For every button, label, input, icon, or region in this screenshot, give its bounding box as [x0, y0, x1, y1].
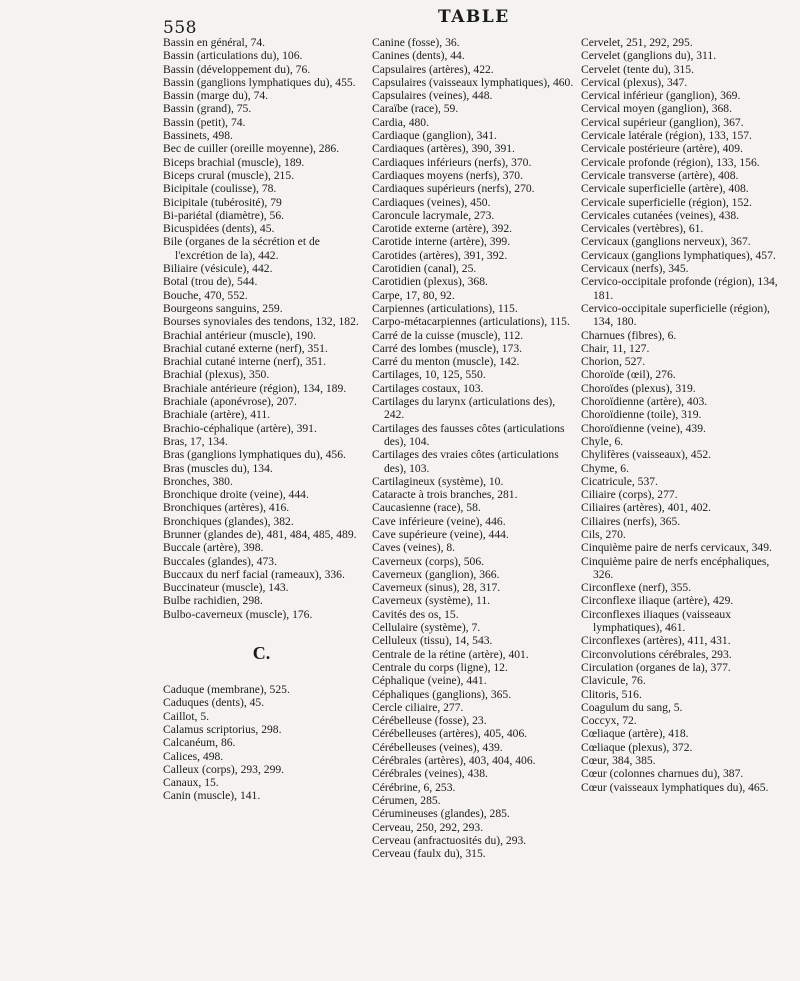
index-entry: Brachiale (aponévrose), 207. — [163, 395, 297, 409]
index-entry: Choroïde (œil), 276. — [581, 368, 676, 382]
index-entry: Cerveau (faulx du), 315. — [372, 847, 486, 861]
index-entry: Botal (trou de), 544. — [163, 275, 258, 289]
page-number: 558 — [163, 18, 197, 38]
index-entry: Bicipitale (tubérosité), 79 — [163, 195, 282, 209]
index-entry: Cercle ciliaire, 277. — [372, 700, 464, 714]
index-entry: Clavicule, 76. — [581, 674, 646, 688]
index-entry: Bras (ganglions lymphatiques du), 456. — [163, 448, 346, 462]
index-entry: Caduques (dents), 45. — [163, 696, 265, 710]
index-entry: Canaux, 15. — [163, 776, 219, 790]
index-entry: Clitoris, 516. — [581, 687, 642, 701]
index-entry: Cervicale superficielle (artère), 408. — [581, 182, 749, 196]
index-entry: Cave inférieure (veine), 446. — [372, 514, 506, 528]
index-entry: Brunner (glandes de), 481, 484, 485, 489. — [163, 527, 357, 541]
index-entry: Cartilagineux (système), 10. — [372, 474, 504, 488]
index-entry: Caillot, 5. — [163, 709, 210, 723]
index-entry: Buccinateur (muscle), 143. — [163, 581, 289, 595]
index-entry: Circonflexe (nerf), 355. — [581, 581, 692, 595]
index-entry: Cardia, 480. — [372, 115, 429, 129]
index-entry: Caduque (membrane), 525. — [163, 683, 290, 697]
index-entry: Ciliaires (nerfs), 365. — [581, 514, 681, 528]
index-entry: Cerveau (anfractuosités du), 293. — [372, 833, 527, 847]
index-entry: Cervicaux (ganglions lymphatiques), 457. — [581, 248, 776, 262]
index-entry: Capsulaires (vaisseaux lymphatiques), 460. — [372, 75, 574, 89]
index-entry: Bras, 17, 134. — [163, 434, 228, 448]
index-entry: Brachial cutané interne (nerf), 351. — [163, 355, 326, 369]
index-entry: Cardiaque (ganglion), 341. — [372, 129, 497, 143]
index-entry: Brachial (plexus), 350. — [163, 368, 270, 382]
index-entry: Cicatricule, 537. — [581, 474, 658, 488]
index-entry: Cervicaux (nerfs), 345. — [581, 262, 689, 276]
index-entry: Cartilages costaux, 103. — [372, 381, 484, 395]
index-entry: Cartilages du larynx (articulations des), 242. — [372, 395, 556, 422]
index-entry: Cardiaques (artères), 390, 391. — [372, 142, 515, 156]
index-entry: Choroïdes (plexus), 319. — [581, 381, 696, 395]
index-entry: Céphalique (veine), 441. — [372, 674, 487, 688]
index-entry: Cavités des os, 15. — [372, 607, 459, 621]
index-entry: Carotidien (plexus), 368. — [372, 275, 488, 289]
section-letter: C. — [252, 643, 271, 664]
index-entry: Bras (muscles du), 134. — [163, 461, 273, 475]
index-entry: Coccyx, 72. — [581, 714, 637, 728]
index-list — [372, 36, 575, 860]
index-entry: Capsulaires (artères), 422. — [372, 62, 494, 76]
index-entry: Bassin (ganglions lymphatiques du), 455. — [163, 75, 356, 89]
index-entry: Brachio-céphalique (artère), 391. — [163, 421, 317, 435]
index-entry: Bronchiques (glandes), 382. — [163, 514, 294, 528]
index-entry: Ciliaires (artères), 401, 402. — [581, 501, 712, 515]
index-entry: Choroïdienne (artère), 403. — [581, 395, 708, 409]
index-entry: Ciliaire (corps), 277. — [581, 488, 678, 502]
index-entry: Cartilages des vraies côtes (articulations des), 103. — [372, 448, 559, 475]
index-list — [163, 683, 360, 803]
index-entry: Cervico-occipitale profonde (région), 134, 181. — [581, 275, 778, 302]
index-entry: Canines (dents), 44. — [372, 49, 465, 63]
index-entry: Cardiaques inférieurs (nerfs), 370. — [372, 155, 532, 169]
index-entry: Cervelet (ganglions du), 311. — [581, 49, 717, 63]
index-entry: Bronchiques (artères), 416. — [163, 501, 290, 515]
index-entry: Bassinets, 498. — [163, 129, 233, 143]
index-entry: Cellulaire (système), 7. — [372, 621, 481, 635]
index-entry: Cervical moyen (ganglion), 368. — [581, 102, 733, 116]
index-entry: Cinquième paire de nerfs cervicaux, 349. — [581, 541, 772, 555]
index-entry: Calamus scriptorius, 298. — [163, 722, 282, 736]
index-entry: Cervicales (vertèbres), 61. — [581, 222, 704, 236]
index-entry: Caves (veines), 8. — [372, 541, 456, 555]
index-entry: Choroïdienne (veine), 439. — [581, 421, 706, 435]
index-entry: Biceps crural (muscle), 215. — [163, 168, 295, 182]
index-entry: Cartilages, 10, 125, 550. — [372, 368, 486, 382]
index-entry: Circonflexes (artères), 411, 431. — [581, 634, 731, 648]
index-entry: Brachial cutané externe (nerf), 351. — [163, 341, 328, 355]
index-entry: Cérumineuses (glandes), 285. — [372, 807, 510, 821]
index-entry: Cérébelleuses (veines), 439. — [372, 740, 503, 754]
index-entry: Canine (fosse), 36. — [372, 36, 460, 49]
index-entry: Centrale du corps (ligne), 12. — [372, 660, 508, 674]
index-entry: Cœur (colonnes charnues du), 387. — [581, 767, 744, 781]
index-entry: Caverneux (sinus), 28, 317. — [372, 581, 501, 595]
index-entry: Bec de cuiller (oreille moyenne), 286. — [163, 142, 340, 156]
index-entry: Caverneux (système), 11. — [372, 594, 491, 608]
index-entry: Cervico-occipitale superficielle (région), 134, 180. — [581, 301, 770, 329]
index-entry: Buccales (glandes), 473. — [163, 554, 277, 568]
index-entry: Cérébelleuses (artères), 405, 406. — [372, 727, 528, 741]
index-entry: Capsulaires (veines), 448. — [372, 89, 493, 103]
index-entry: Cataracte à trois branches, 281. — [372, 488, 518, 502]
index-entry: Cœur (vaisseaux lymphatiques du), 465. — [581, 780, 769, 794]
index-entry: Brachial antérieur (muscle), 190. — [163, 328, 316, 342]
index-entry: Cerveau, 250, 292, 293. — [372, 820, 484, 834]
index-entry: Cérébrine, 6, 253. — [372, 780, 456, 794]
index-entry: Cervelet, 251, 292, 295. — [581, 36, 693, 49]
index-entry: Carré du menton (muscle), 142. — [372, 355, 520, 369]
index-entry: Bassin (marge du), 74. — [163, 89, 269, 103]
index-entry: Biceps brachial (muscle), 189. — [163, 155, 305, 169]
index-entry: Cervicale superficielle (région), 152. — [581, 195, 752, 209]
index-entry: Centrale de la rétine (artère), 401. — [372, 647, 529, 661]
index-entry: Cervicale profonde (région), 133, 156. — [581, 155, 760, 169]
index-entry: Circonflexe iliaque (artère), 429. — [581, 594, 734, 608]
index-entry: Bassin (grand), 75. — [163, 102, 252, 116]
index-entry: Chyme, 6. — [581, 461, 629, 475]
index-entry: Cartilages des fausses côtes (articulations des), 104. — [372, 421, 565, 448]
index-entry: Carpo-métacarpiennes (articulations), 115. — [372, 315, 570, 329]
index-entry: Bicipitale (coulisse), 78. — [163, 182, 277, 196]
index-entry: Cardiaques supérieurs (nerfs), 270. — [372, 182, 535, 196]
index-entry: Chylifères (vaisseaux), 452. — [581, 448, 712, 462]
index-entry: Circulation (organes de la), 377. — [581, 660, 731, 674]
index-entry: Brachiale (artère), 411. — [163, 408, 271, 422]
index-entry: Cœliaque (artère), 418. — [581, 727, 689, 741]
running-title: TABLE — [438, 7, 510, 27]
index-entry: Caraïbe (race), 59. — [372, 102, 459, 116]
index-entry: Céphaliques (ganglions), 365. — [372, 687, 512, 701]
index-entry: Cérébrales (artères), 403, 404, 406. — [372, 754, 536, 768]
index-entry: Coagulum du sang, 5. — [581, 700, 683, 714]
index-entry: Charnues (fibres), 6. — [581, 328, 677, 342]
index-entry: Cervelet (tente du), 315. — [581, 62, 694, 76]
index-entry: Celluleux (tissu), 14, 543. — [372, 634, 493, 648]
index-entry: Cérumen, 285. — [372, 793, 441, 807]
index-entry: Calices, 498. — [163, 749, 224, 763]
index-entry: Bronchique droite (veine), 444. — [163, 488, 309, 502]
index-entry: Biliaire (vésicule), 442. — [163, 262, 273, 276]
index-column-2 — [372, 36, 575, 860]
index-entry: Bourgeons sanguins, 259. — [163, 301, 283, 315]
index-entry: Caverneux (corps), 506. — [372, 554, 485, 568]
index-entry: Cervicaux (ganglions nerveux), 367. — [581, 235, 751, 249]
index-column-3 — [581, 36, 790, 794]
index-entry: Bouche, 470, 552. — [163, 288, 248, 302]
index-entry: Bicuspidées (dents), 45. — [163, 222, 275, 236]
index-entry: Bassin (petit), 74. — [163, 115, 246, 129]
index-entry: Cœur, 384, 385. — [581, 754, 656, 768]
index-entry: Buccale (artère), 398. — [163, 541, 264, 555]
index-entry: Carré de la cuisse (muscle), 112. — [372, 328, 524, 342]
index-entry: Cils, 270. — [581, 527, 626, 541]
index-entry: Caverneux (ganglion), 366. — [372, 567, 500, 581]
index-entry: Cervicales cutanées (veines), 438. — [581, 208, 740, 222]
index-entry: Calleux (corps), 293, 299. — [163, 762, 285, 776]
index-entry: Carotides (artères), 391, 392. — [372, 248, 508, 262]
index-entry: Buccaux du nerf facial (rameaux), 336. — [163, 567, 345, 581]
index-entry: Bassin en général, 74. — [163, 36, 266, 49]
index-entry: Cervical (plexus), 347. — [581, 75, 688, 89]
index-entry: Caroncule lacrymale, 273. — [372, 208, 495, 222]
index-entry: Carotide interne (artère), 399. — [372, 235, 511, 249]
index-entry: Cervicale transverse (artère), 408. — [581, 168, 739, 182]
index-list — [163, 36, 360, 621]
index-entry: Bronches, 380. — [163, 474, 233, 488]
index-entry: Caucasienne (race), 58. — [372, 501, 481, 515]
index-entry: Bulbe rachidien, 298. — [163, 594, 263, 608]
index-entry: Cervicale postérieure (artère), 409. — [581, 142, 743, 156]
index-entry: Bile (organes de la sécrétion et de l'excrétion de la), 442. — [163, 235, 320, 262]
index-entry: Choroïdienne (toile), 319. — [581, 408, 702, 422]
index-entry: Cinquième paire de nerfs encéphaliques, 326. — [581, 554, 770, 581]
index-entry: Canin (muscle), 141. — [163, 789, 261, 803]
index-entry: Cervical inférieur (ganglion), 369. — [581, 89, 741, 103]
index-entry: Carpiennes (articulations), 115. — [372, 301, 518, 315]
index-list — [581, 36, 790, 794]
index-entry: Cœliaque (plexus), 372. — [581, 740, 693, 754]
index-column-1 — [163, 36, 360, 803]
index-entry: Cardiaques moyens (nerfs), 370. — [372, 168, 524, 182]
index-entry: Bassin (articulations du), 106. — [163, 49, 303, 63]
index-entry: Circonvolutions cérébrales, 293. — [581, 647, 732, 661]
index-entry: Cérébrales (veines), 438. — [372, 767, 488, 781]
index-entry: Carpe, 17, 80, 92. — [372, 288, 455, 302]
index-entry: Cardiaques (veines), 450. — [372, 195, 491, 209]
index-entry: Bassin (développement du), 76. — [163, 62, 311, 76]
index-entry: Chyle, 6. — [581, 434, 624, 448]
index-entry: Circonflexes iliaques (vaisseaux lymphatiques), 461. — [581, 607, 732, 635]
index-entry: Chorion, 527. — [581, 355, 646, 369]
index-entry: Chair, 11, 127. — [581, 341, 650, 355]
index-entry: Calcanéum, 86. — [163, 736, 236, 750]
index-entry: Cervicale latérale (région), 133, 157. — [581, 129, 752, 143]
index-entry: Cérébelleuse (fosse), 23. — [372, 714, 487, 728]
index-entry: Carré des lombes (muscle), 173. — [372, 341, 523, 355]
index-entry: Bulbo-caverneux (muscle), 176. — [163, 607, 313, 621]
index-entry: Bi-pariétal (diamètre), 56. — [163, 208, 285, 222]
index-entry: Carotide externe (artère), 392. — [372, 222, 513, 236]
index-entry: Carotidien (canal), 25. — [372, 262, 477, 276]
index-entry: Brachiale antérieure (région), 134, 189. — [163, 381, 347, 395]
index-entry: Bourses synoviales des tendons, 132, 182. — [163, 315, 359, 329]
index-entry: Cave supérieure (veine), 444. — [372, 527, 509, 541]
index-entry: Cervical supérieur (ganglion), 367. — [581, 115, 744, 129]
